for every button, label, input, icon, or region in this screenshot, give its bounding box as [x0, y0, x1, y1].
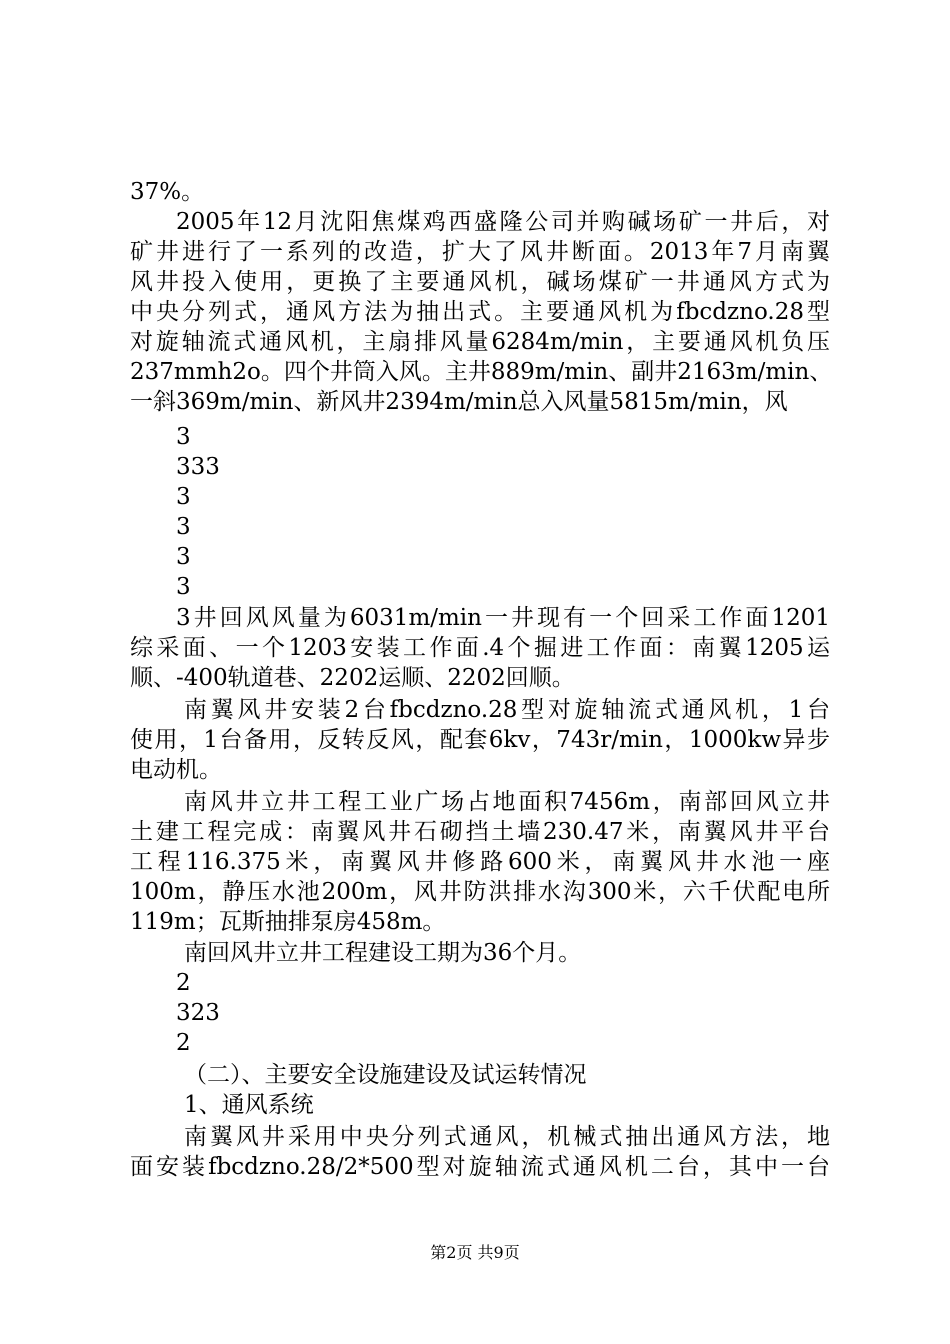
text-line: 333	[176, 454, 220, 480]
text-line: 2	[176, 1030, 191, 1056]
text-line: 中央分列式，通风方法为抽出式。主要通风机为fbcdzno.28型	[130, 299, 830, 325]
text-line: 南翼风井采用中央分列式通风，机械式抽出通风方法，地	[184, 1124, 830, 1150]
text-line: 电动机。	[130, 757, 222, 783]
text-line: 100m，静压水池200m，风井防洪排水沟300米，六千伏配电所	[130, 879, 830, 905]
text-line: 323	[176, 1000, 220, 1026]
text-line: 237mmh2o。四个井筒入风。主井889m/min、副井2163m/min、	[130, 359, 833, 385]
text-line: 矿井进行了一系列的改造，扩大了风井断面。2013年7月南翼	[130, 239, 830, 265]
text-line: 风井投入使用，更换了主要通风机，碱场煤矿一井通风方式为	[130, 269, 830, 295]
text-line: 土建工程完成：南翼风井石砌挡土墙230.47米，南翼风井平台	[130, 819, 830, 845]
text-line: 南回风井立井工程建设工期为36个月。	[184, 940, 582, 966]
text-line: 3	[176, 514, 191, 540]
text-line: 2005年12月沈阳焦煤鸡西盛隆公司并购碱场矿一井后，对	[176, 209, 830, 235]
text-line: 面安装fbcdzno.28/2*500型对旋轴流式通风机二台，其中一台	[130, 1154, 830, 1180]
text-line: 37%。	[130, 179, 205, 205]
text-line: 3	[176, 424, 191, 450]
text-line: 119m；瓦斯抽排泵房458m。	[130, 909, 446, 935]
subsection-heading: 1、通风系统	[184, 1092, 314, 1118]
section-heading: （二）、主要安全设施建设及试运转情况	[184, 1062, 587, 1088]
text-line: 南翼风井安装2台fbcdzno.28型对旋轴流式通风机，1台	[184, 697, 830, 723]
text-line: 顺、-400轨道巷、2202运顺、2202回顺。	[130, 665, 575, 691]
text-line: 对旋轴流式通风机，主扇排风量6284m/min，主要通风机负压	[130, 329, 830, 355]
text-line: 综采面、一个1203安装工作面.4个掘进工作面：南翼1205运	[130, 635, 830, 661]
text-line: 3	[176, 484, 191, 510]
text-line: 南风井立井工程工业广场占地面积7456m，南部回风立井	[184, 789, 830, 815]
page-footer: 第2页 共9页	[430, 1243, 520, 1262]
text-line: 使用，1台备用，反转反风，配套6kv，743r/min，1000kw异步	[130, 727, 830, 753]
text-line: 一斜369m/min、新风井2394m/min总入风量5815m/min，风	[130, 389, 788, 415]
text-line: 3井回风风量为6031m/min一井现有一个回采工作面1201	[176, 605, 830, 631]
text-line: 3	[176, 544, 191, 570]
text-line: 工程116.375米，南翼风井修路600米，南翼风井水池一座	[130, 849, 830, 875]
text-line: 2	[176, 970, 191, 996]
text-line: 3	[176, 574, 191, 600]
